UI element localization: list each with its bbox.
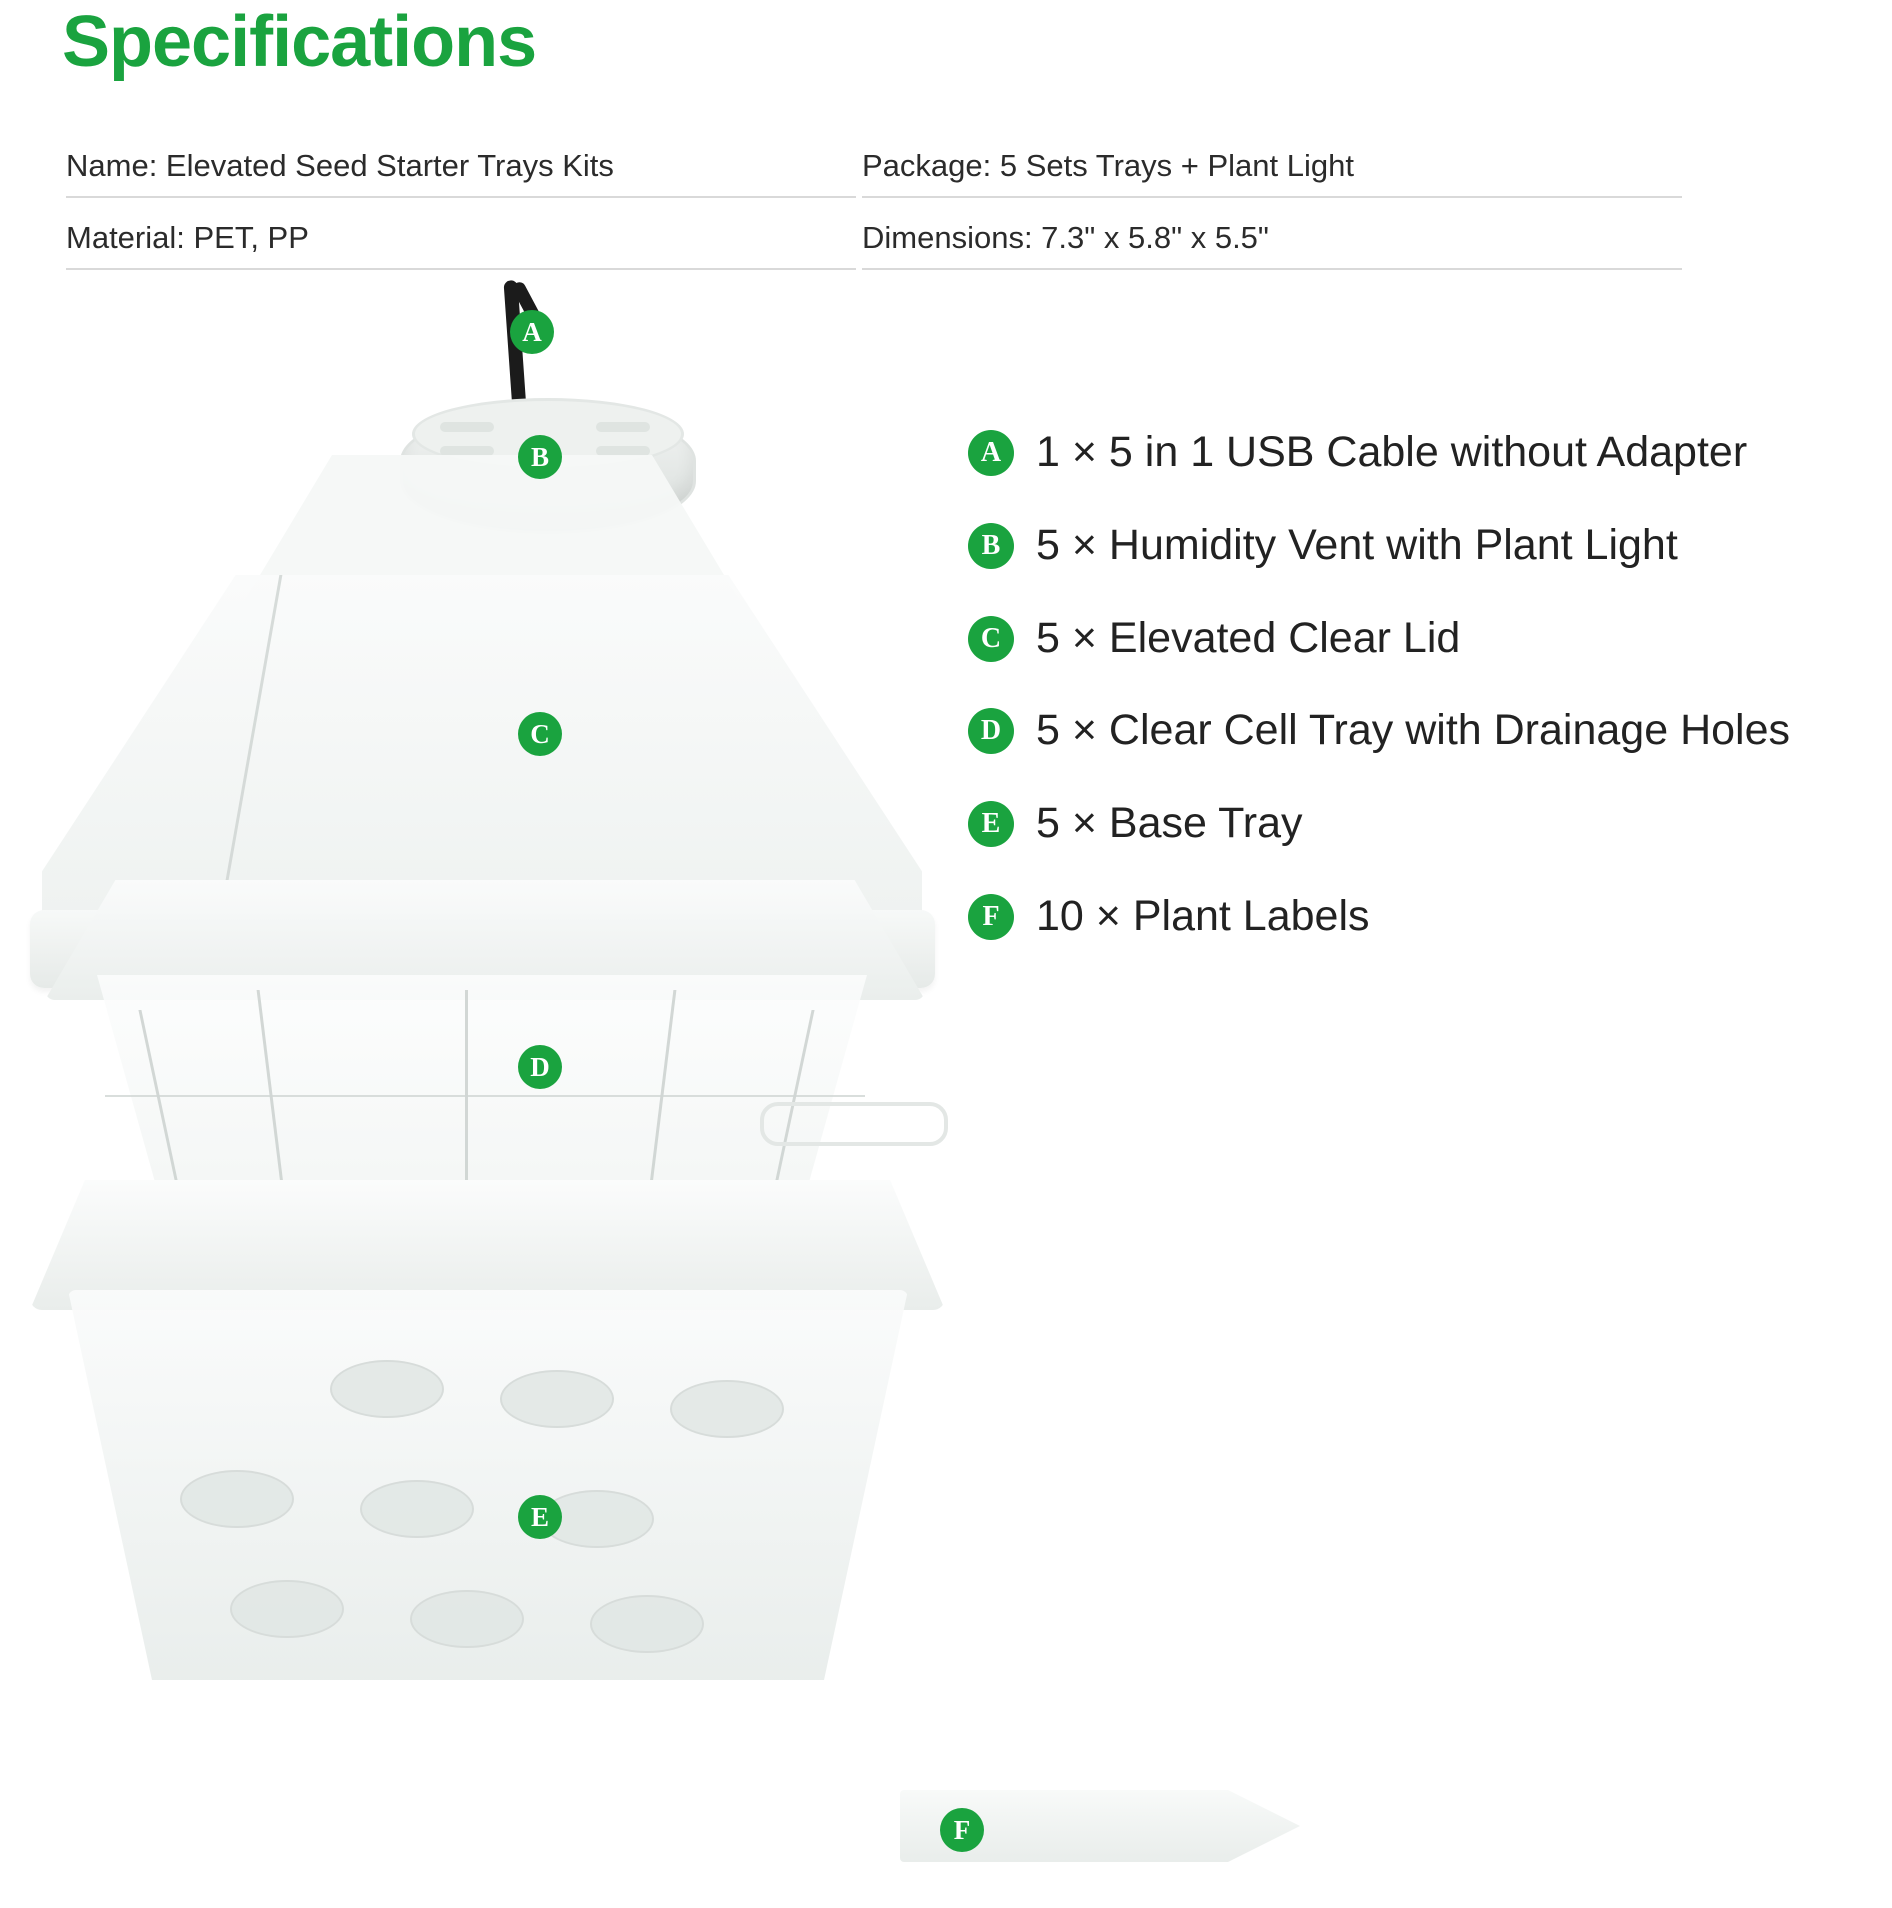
legend-badge-e: E — [968, 801, 1014, 847]
callout-badge-f: F — [940, 1808, 984, 1852]
legend-list — [968, 424, 1868, 981]
callout-badge-c: C — [518, 712, 562, 756]
legend-badge-d: D — [968, 708, 1014, 754]
legend-badge-b: B — [968, 523, 1014, 569]
product-exploded-diagram — [0, 280, 960, 1900]
spec-name: Name: Elevated Seed Starter Trays Kits — [66, 148, 856, 198]
spec-package: Package: 5 Sets Trays + Plant Light — [862, 148, 1682, 198]
legend-item-e — [968, 795, 1868, 852]
vent-slot-icon — [596, 422, 650, 432]
cell-tray-cross-line — [105, 1095, 865, 1097]
callout-badge-b: B — [518, 435, 562, 479]
callout-badge-a: A — [510, 310, 554, 354]
base-tray-cell — [230, 1580, 344, 1638]
spec-dimensions: Dimensions: 7.3" x 5.8" x 5.5" — [862, 220, 1682, 270]
legend-label-c: 5 × Elevated Clear Lid — [1036, 613, 1461, 662]
callout-badge-e: E — [518, 1495, 562, 1539]
legend-label-d: 5 × Clear Cell Tray with Drainage Holes — [1036, 706, 1791, 755]
legend-badge-c: C — [968, 616, 1014, 662]
callout-badge-d: D — [518, 1045, 562, 1089]
callout-humidity-vent — [518, 435, 562, 479]
legend-item-d — [968, 702, 1868, 759]
base-tray-cell — [590, 1595, 704, 1653]
legend-item-a — [968, 424, 1868, 481]
legend-item-f — [968, 888, 1868, 945]
legend-item-b — [968, 517, 1868, 574]
legend-badge-f: F — [968, 894, 1014, 940]
spec-column-left — [66, 148, 856, 292]
base-tray-cell — [180, 1470, 294, 1528]
base-tray-handle — [760, 1102, 948, 1146]
legend-label-b: 5 × Humidity Vent with Plant Light — [1036, 520, 1678, 569]
page-title: Specifications — [62, 2, 537, 82]
base-tray-cell — [410, 1590, 524, 1648]
vent-slot-icon — [440, 422, 494, 432]
legend-label-a: 1 × 5 in 1 USB Cable without Adapter — [1036, 428, 1748, 476]
callout-clear-lid — [518, 712, 562, 756]
legend-label-e: 5 × Base Tray — [1036, 799, 1303, 847]
spec-material: Material: PET, PP — [66, 220, 856, 270]
base-tray-cell — [670, 1380, 784, 1438]
base-tray-graphic — [30, 1180, 950, 1740]
base-tray-cell — [360, 1480, 474, 1538]
legend-badge-a: A — [968, 430, 1014, 476]
callout-usb-cable — [510, 310, 554, 354]
legend-label-f: 10 × Plant Labels — [1036, 891, 1370, 940]
base-tray-cell — [330, 1360, 444, 1418]
spec-column-right — [862, 148, 1682, 292]
callout-base-tray — [518, 1495, 562, 1539]
callout-cell-tray — [518, 1045, 562, 1089]
legend-item-c — [968, 610, 1868, 667]
base-tray-cell — [500, 1370, 614, 1428]
callout-plant-label — [940, 1808, 984, 1852]
